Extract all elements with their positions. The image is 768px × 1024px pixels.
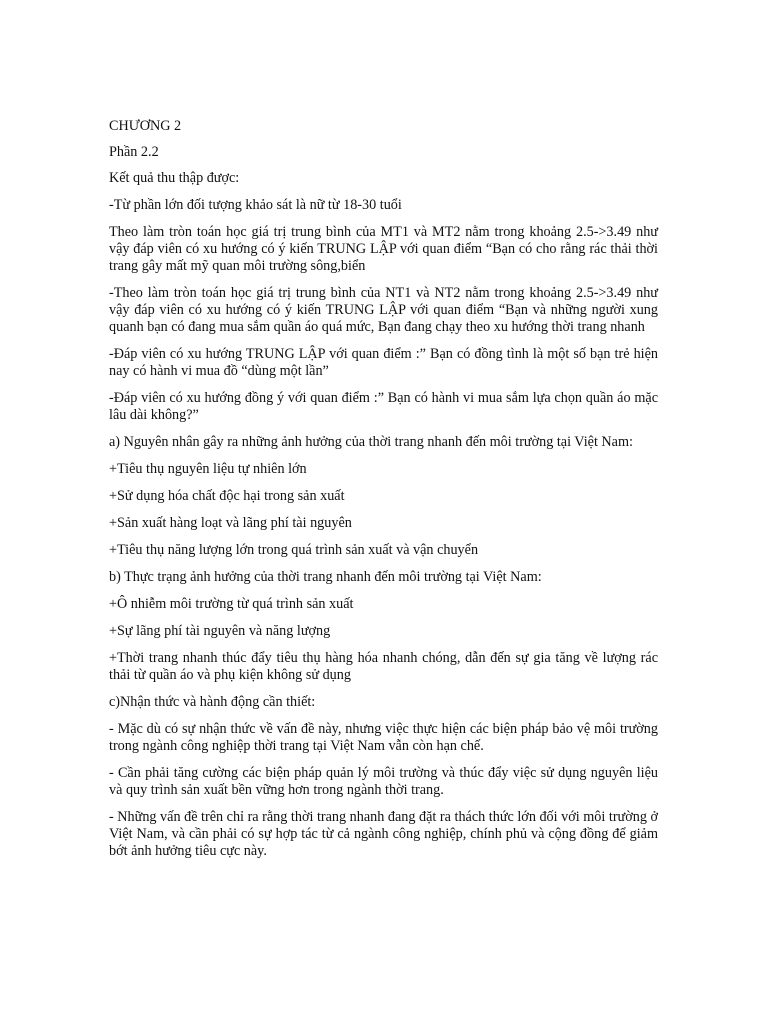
list-item: +Sự lãng phí tài nguyên và năng lượng [109,623,331,639]
paragraph: b) Thực trạng ảnh hưởng của thời trang nhanh đến môi trường tại Việt Nam: [109,569,542,585]
paragraph: c)Nhận thức và hành động cần thiết: [109,694,316,710]
paragraph: -Từ phần lớn đối tượng khảo sát là nữ từ 18-30 tuổi [109,197,402,213]
list-item: +Tiêu thụ nguyên liệu tự nhiên lớn [109,461,307,477]
paragraph: Theo làm tròn toán học giá trị trung bình của MT1 và MT2 nằm trong khoảng 2.5->3.49 như vậy đáp viên có xu hướng có ý kiến TRUNG LẬP với quan điểm “Bạn có cho rằng rác thải thời trang gây mất mỹ quan môi trường sông,biển [109,224,658,274]
paragraph: - Những vấn đề trên chỉ ra rằng thời trang nhanh đang đặt ra thách thức lớn đối với môi trường ở Việt Nam, và cần phải có sự hợp tác từ cả ngành công nghiệp, chính phủ và cộng đồng để giảm bớt ảnh hưởng tiêu cực này. [109,809,658,859]
paragraph: - Mặc dù có sự nhận thức về vấn đề này, nhưng việc thực hiện các biện pháp bảo vệ môi trường trong ngành công nghiệp thời trang tại Việt Nam vẫn còn hạn chế. [109,721,658,754]
list-item: +Sử dụng hóa chất độc hại trong sản xuất [109,488,345,504]
list-item: +Tiêu thụ năng lượng lớn trong quá trình sản xuất và vận chuyển [109,542,479,558]
intro-text: Kết quả thu thập được: [109,170,240,186]
section-title: Phần 2.2 [109,144,159,160]
document-page [109,118,658,870]
list-item: +Thời trang nhanh thúc đẩy tiêu thụ hàng hóa nhanh chóng, dẫn đến sự gia tăng về lượng rác thải từ quần áo và phụ kiện không sử dụng [109,650,658,683]
list-item: +Ô nhiễm môi trường từ quá trình sản xuất [109,596,354,612]
paragraph: - Cần phải tăng cường các biện pháp quản lý môi trường và thúc đẩy việc sử dụng nguyên liệu và quy trình sản xuất bền vững hơn trong ngành thời trang. [109,765,658,798]
list-item: +Sản xuất hàng loạt và lãng phí tài nguyên [109,515,352,531]
paragraph: -Đáp viên có xu hướng đồng ý với quan điểm :” Bạn có hành vi mua sắm lựa chọn quần áo mặc lâu dài không?” [109,390,658,423]
chapter-title: CHƯƠNG 2 [109,118,182,134]
paragraph: -Theo làm tròn toán học giá trị trung bình của NT1 và NT2 nằm trong khoảng 2.5->3.49 như vậy đáp viên có xu hướng có ý kiến TRUNG LẬP với quan điểm “Bạn và những người xung quanh bạn có đang mua sắm quần áo quá mức, Bạn đang chạy theo xu hướng thời trang nhanh [109,285,658,335]
paragraph: -Đáp viên có xu hướng TRUNG LẬP với quan điểm :” Bạn có đồng tình là một số bạn trẻ hiện nay có hành vi mua đồ “dùng một lần” [109,346,658,379]
paragraph: a) Nguyên nhân gây ra những ảnh hưởng của thời trang nhanh đến môi trường tại Việt Nam: [109,434,633,450]
